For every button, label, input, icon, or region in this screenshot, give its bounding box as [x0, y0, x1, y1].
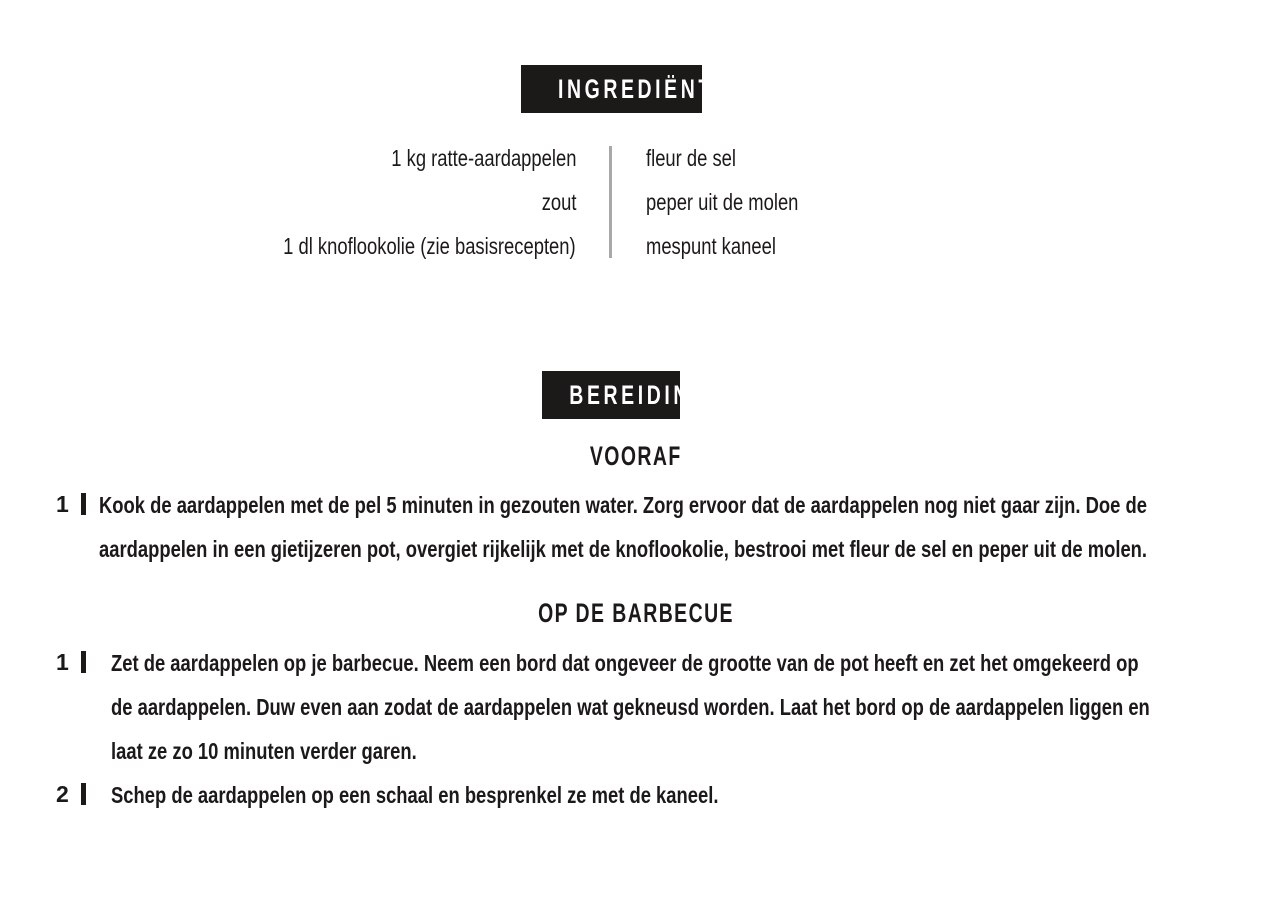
- ingredient-item: zout: [541, 189, 576, 215]
- step-number: 2: [56, 781, 86, 808]
- step-text-line: Zet de aardappelen op je barbecue. Neem een bord dat ongeveer de grootte van de pot heeft en zet het omgekeerd op: [111, 650, 1139, 676]
- bereiding-title: [542, 371, 710, 419]
- ingredients-left-column: [210, 136, 576, 268]
- ingredient-item: mespunt kaneel: [646, 233, 776, 259]
- ingredient-item: peper uit de molen: [646, 189, 799, 215]
- ingredients-right-column: [646, 136, 837, 268]
- vooraf-heading: VOORAF: [590, 441, 682, 471]
- step-text-line: de aardappelen. Duw even aan zodat de aardappelen wat gekneusd worden. Laat het bord op de aardappelen liggen en: [111, 694, 1150, 720]
- step-number-bar: [81, 651, 86, 673]
- ingredient-item: 1 dl knoflookolie (zie basisrecepten): [283, 233, 576, 259]
- ingredients-title-text: INGREDIËNTEN: [557, 74, 749, 104]
- step-number-bar: [81, 783, 86, 805]
- step-text-line: laat ze zo 10 minuten verder garen.: [111, 738, 417, 764]
- ingredient-item: 1 kg ratte-aardappelen: [390, 145, 576, 171]
- step-text-line: Kook de aardappelen met de pel 5 minuten in gezouten water. Zorg ervoor dat de aardappelen nog niet gaar zijn. Doe de: [99, 492, 1147, 518]
- step-number: 1: [56, 491, 86, 518]
- step-number-bar: [81, 493, 86, 515]
- ingredients-title: [521, 65, 749, 113]
- ingredients-divider: [609, 146, 612, 258]
- step-number: 1: [56, 649, 86, 676]
- step-text-line: aardappelen in een gietijzeren pot, overgiet rijkelijk met de knoflookolie, bestrooi met fleur de sel en peper uit de molen.: [99, 536, 1148, 562]
- bereiding-title-text: BEREIDING: [569, 380, 710, 410]
- ingredient-item: fleur de sel: [646, 145, 737, 171]
- barbecue-heading: OP DE BARBECUE: [538, 598, 734, 628]
- step-text-line: Schep de aardappelen op een schaal en besprenkel ze met de kaneel.: [111, 782, 719, 808]
